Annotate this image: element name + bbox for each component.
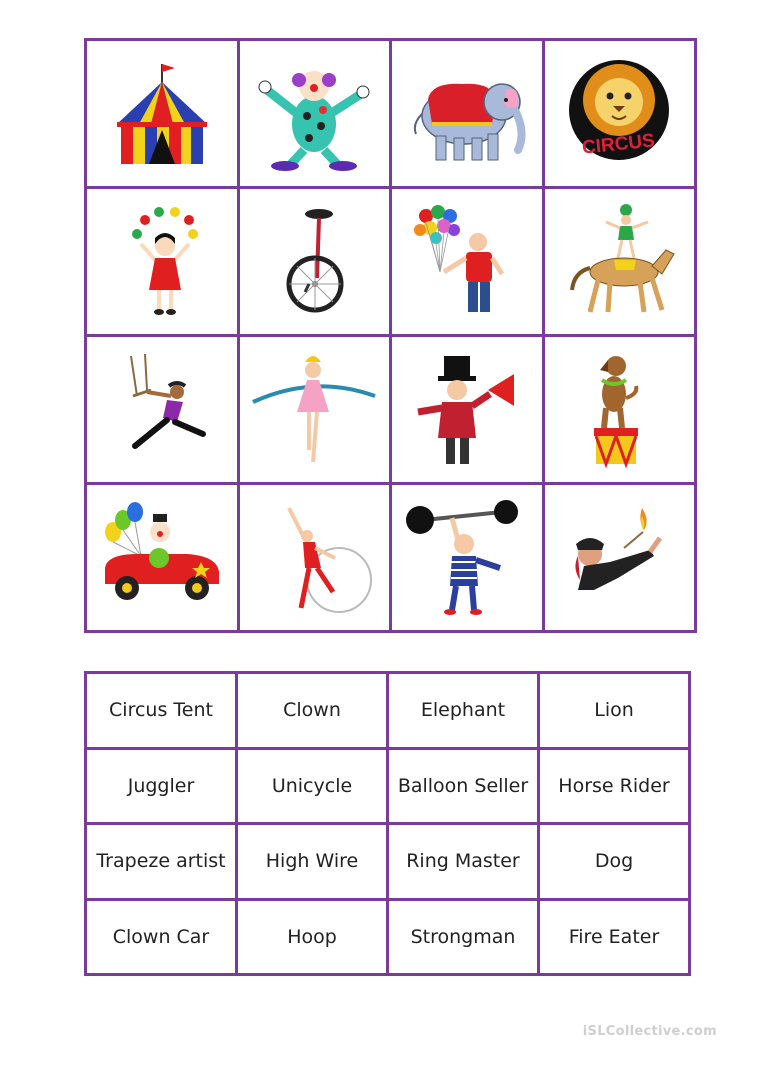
picture-card-strongman [392, 485, 545, 633]
lion-sign-text: CIRCUS [581, 129, 656, 159]
dog-icon [554, 350, 684, 470]
clown-icon [249, 54, 379, 174]
word-card: Ring Master [389, 825, 540, 901]
word-card: Elephant [389, 674, 540, 750]
word-card: Clown Car [87, 901, 238, 977]
strongman-icon [402, 498, 532, 618]
word-card: Fire Eater [540, 901, 691, 977]
picture-card-fire-eater [545, 485, 698, 633]
word-card: Hoop [238, 901, 389, 977]
word-card-grid [84, 671, 691, 976]
picture-card-unicycle [240, 189, 393, 337]
picture-card-clown-car [87, 485, 240, 633]
word-card: Strongman [389, 901, 540, 977]
word-card: Lion [540, 674, 691, 750]
picture-card-balloon-seller [392, 189, 545, 337]
word-card: Juggler [87, 750, 238, 826]
picture-card-lion [545, 41, 698, 189]
picture-card-hoop [240, 485, 393, 633]
word-card: Balloon Seller [389, 750, 540, 826]
lion-icon [554, 54, 684, 174]
word-card: Circus Tent [87, 674, 238, 750]
trapeze-artist-icon [97, 350, 227, 470]
picture-card-juggler [87, 189, 240, 337]
picture-card-elephant [392, 41, 545, 189]
juggler-icon [97, 202, 227, 322]
picture-card-trapeze-artist [87, 337, 240, 485]
elephant-icon [402, 54, 532, 174]
hoop-icon [249, 498, 379, 618]
word-card: Dog [540, 825, 691, 901]
balloon-seller-icon [402, 202, 532, 322]
picture-card-high-wire [240, 337, 393, 485]
picture-card-ring-master [392, 337, 545, 485]
picture-card-clown [240, 41, 393, 189]
picture-card-grid [84, 38, 697, 633]
clown-car-icon [97, 498, 227, 618]
fire-eater-icon [554, 498, 684, 618]
unicycle-icon [249, 202, 379, 322]
word-card: Trapeze artist [87, 825, 238, 901]
high-wire-icon [249, 350, 379, 470]
ring-master-icon [402, 350, 532, 470]
word-card: Horse Rider [540, 750, 691, 826]
circus-tent-icon [97, 54, 227, 174]
picture-card-dog [545, 337, 698, 485]
word-card: Unicycle [238, 750, 389, 826]
picture-card-horse-rider [545, 189, 698, 337]
word-card: High Wire [238, 825, 389, 901]
horse-rider-icon [554, 202, 684, 322]
watermark: iSLCollective.com [582, 1024, 717, 1039]
picture-card-circus-tent [87, 41, 240, 189]
word-card: Clown [238, 674, 389, 750]
